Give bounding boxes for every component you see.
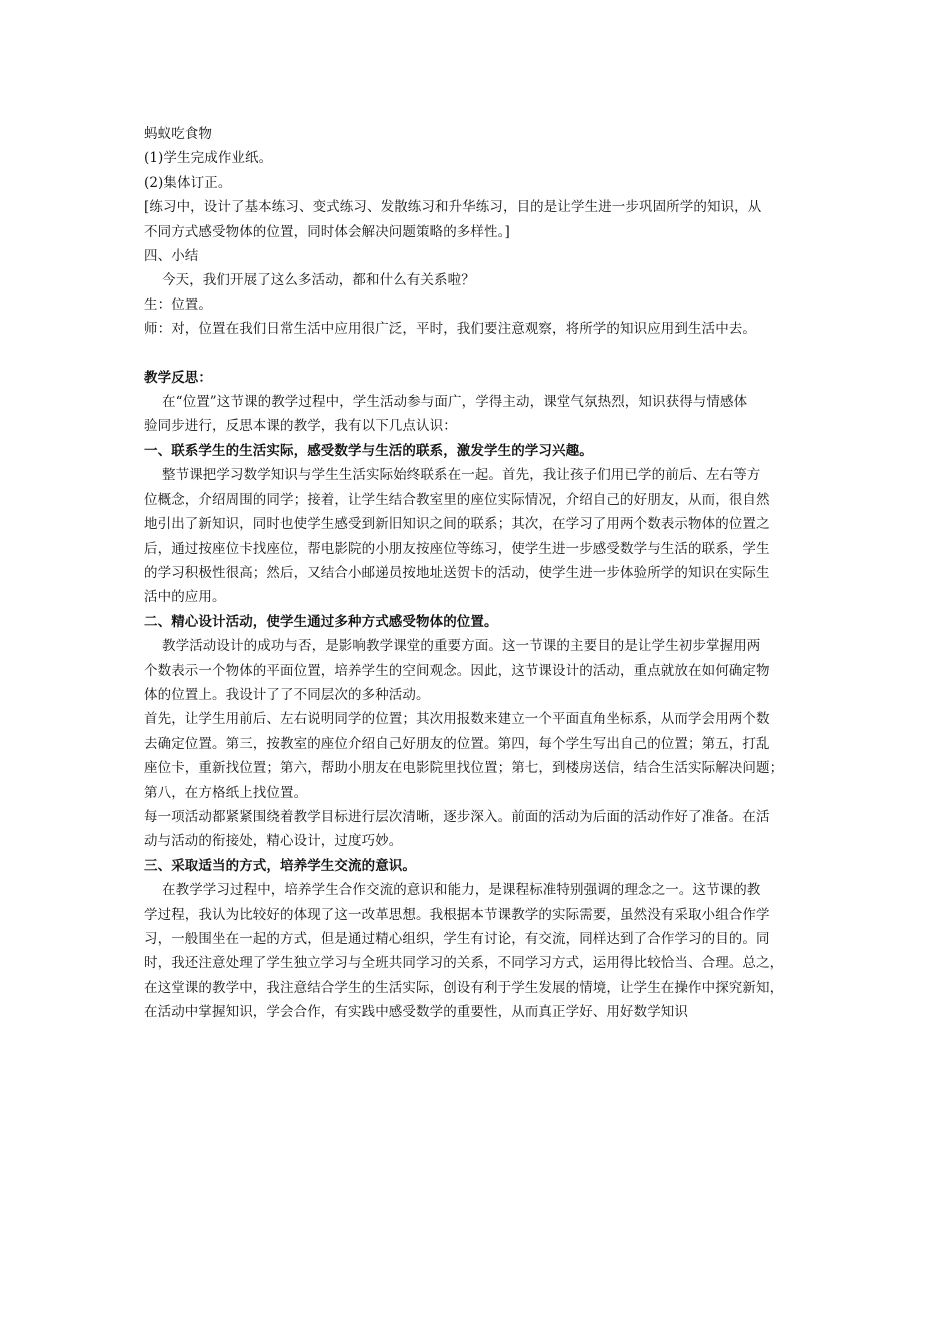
- text-line: 位概念，介绍周围的同学；接着，让学生结合教室里的座位实际情况，介绍自己的好朋友，从而，很自然: [144, 491, 770, 508]
- text-line: (1)学生完成作业纸。: [144, 150, 273, 167]
- text-line: 体的位置上。我设计了了不同层次的多种活动。: [144, 686, 430, 703]
- document-page: [144, 122, 812, 1025]
- reflection-title: 教学反思：: [144, 369, 212, 386]
- text-line: 座位卡，重新找位置；第六，帮助小朋友在电影院里找位置；第七，到楼房送信，结合生活实际解决问题；: [144, 760, 784, 777]
- text-line: 教学活动设计的成功与否，是影响教学课堂的重要方面。这一节课的主要目的是让学生初步掌握用两: [144, 638, 761, 655]
- section-heading: 四、小结: [144, 248, 199, 265]
- text-line: 学过程，我认为比较好的体现了这一改革思想。我根据本节课教学的实际需要，虽然没有采取小组合作学: [144, 906, 770, 923]
- text-line: 时，我还注意处理了学生独立学习与全班共同学习的关系，不同学习方式，运用得比较恰当、合理。总之，: [144, 955, 784, 972]
- text-line: 蚂蚁吃食物: [144, 126, 212, 142]
- text-line: (2)集体订正。: [144, 174, 232, 191]
- text-line: 首先，让学生用前后、左右说明同学的位置；其次用报数来建立一个平面直角坐标系，从而学会用两个数: [144, 711, 770, 728]
- text-line: 整节课把学习数学知识与学生生活实际始终联系在一起。首先，我让孩子们用已学的前后、左右等方: [144, 467, 761, 484]
- text-line: 个数表示一个物体的平面位置，培养学生的空间观念。因此，这节课设计的活动，重点就放在如何确定物: [144, 662, 770, 679]
- text-line: 每一项活动都紧紧围绕着教学目标进行层次清晰，逐步深入。前面的活动为后面的活动作好了准备。在活: [144, 808, 770, 825]
- text-line: 今天，我们开展了这么多活动，都和什么有关系啦？: [144, 272, 475, 289]
- text-line: 习，一般围坐在一起的方式，但是通过精心组织，学生有讨论，有交流，同样达到了合作学习的目的。同: [144, 931, 770, 947]
- text-line: 活中的应用。: [144, 589, 226, 606]
- text-line: 验同步进行，反思本课的教学，我有以下几点认识：: [144, 418, 457, 435]
- text-line: 在活动中掌握知识，学会合作，有实践中感受数学的重要性，从而真正学好、用好数学知识: [144, 1004, 688, 1021]
- heading-3: 三、采取适当的方式，培养学生交流的意识。: [144, 857, 416, 874]
- text-line: 不同方式感受物体的位置，同时体会解决问题策略的多样性。]: [144, 223, 510, 240]
- heading-2: 二、精心设计活动，使学生通过多种方式感受物体的位置。: [144, 613, 498, 630]
- text-line: 生：位置。: [144, 296, 212, 313]
- text-line: 第八，在方格纸上找位置。: [144, 784, 308, 801]
- text-line: 动与活动的衔接处，精心设计，过度巧妙。: [144, 833, 403, 850]
- text-line: 地引出了新知识，同时也使学生感受到新旧知识之间的联系；其次，在学习了用两个数表示物体的位置之: [144, 516, 770, 533]
- text-line: 去确定位置。第三，按教室的座位介绍自己好朋友的位置。第四，每个学生写出自己的位置；第五，打乱: [144, 735, 770, 752]
- text-line: 师：对，位置在我们日常生活中应用很广泛，平时，我们要注意观察，将所学的知识应用到生活中去。: [144, 321, 756, 338]
- text-line: 在“位置”这节课的教学过程中，学生活动参与面广，学得主动，课堂气氛热烈，知识获得与情感体: [144, 394, 748, 411]
- text-line: 在教学学习过程中，培养学生合作交流的意识和能力，是课程标准特别强调的理念之一。这节课的教: [144, 882, 761, 899]
- text-line: 在这堂课的教学中，我注意结合学生的生活实际，创设有利于学生发展的情境，让学生在操作中探究新知，: [144, 979, 784, 996]
- heading-1: 一、联系学生的生活实际，感受数学与生活的联系，激发学生的学习兴趣。: [144, 442, 593, 459]
- blank-gap: [144, 342, 812, 366]
- text-line: 后，通过按座位卡找座位，帮电影院的小朋友按座位等练习，使学生进一步感受数学与生活的联系，学生: [144, 540, 770, 557]
- text-line: 的学习积极性很高；然后，又结合小邮递员按地址送贺卡的活动，使学生进一步体验所学的知识在实际生: [144, 564, 770, 581]
- text-line: [练习中，设计了基本练习、变式练习、发散练习和升华练习，目的是让学生进一步巩固所学的知识，从: [144, 199, 762, 216]
